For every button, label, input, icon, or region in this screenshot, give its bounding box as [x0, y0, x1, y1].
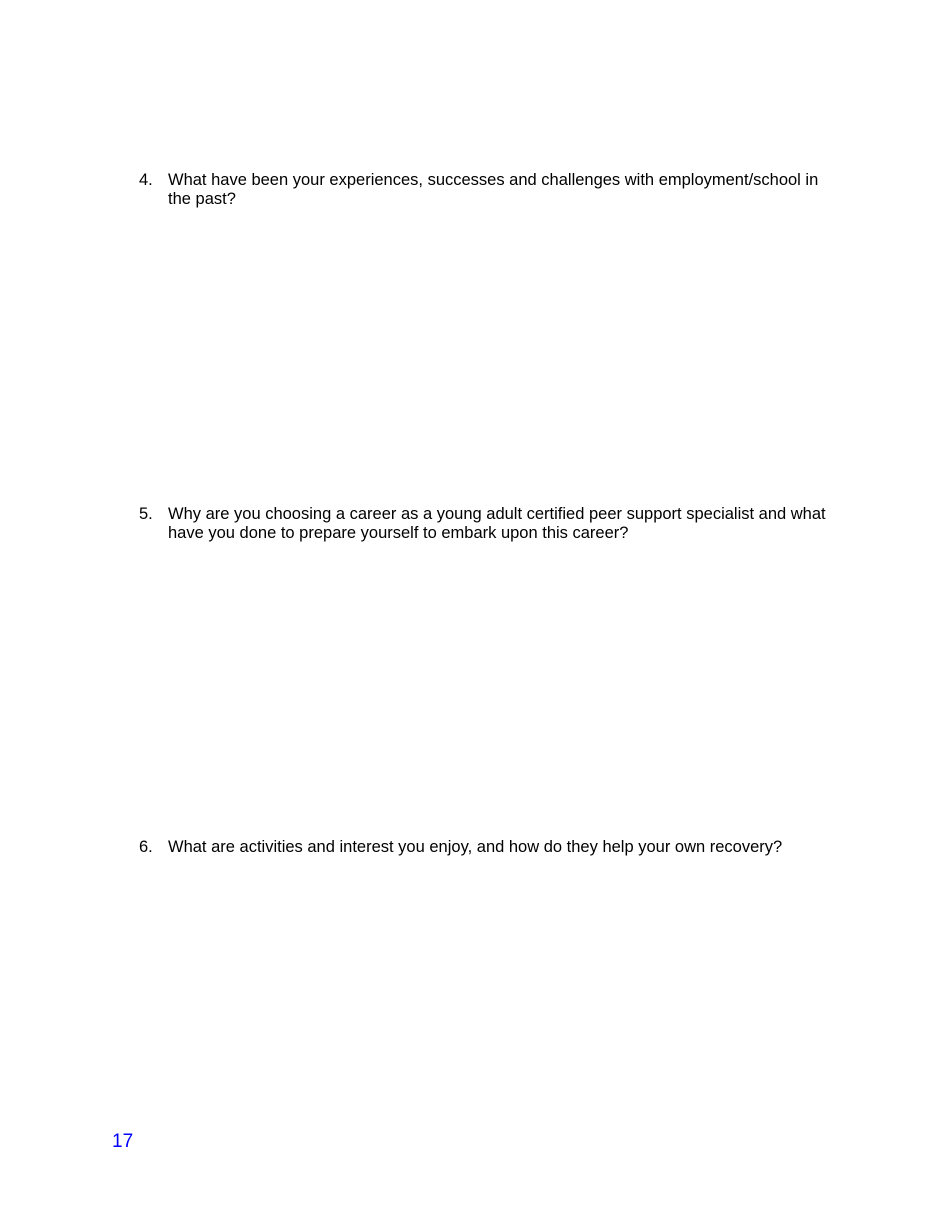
question-number: 5.	[139, 505, 153, 523]
question-text: What have been your experiences, successes and challenges with employment/school in the past?	[168, 171, 819, 208]
page-number: 17	[112, 1131, 134, 1152]
question-text: What are activities and interest you enjoy, and how do they help your own recovery?	[168, 838, 783, 856]
question-text: Why are you choosing a career as a young adult certified peer support specialist and what have you done to prepare yourself to embark upon this career?	[168, 505, 826, 542]
question-number: 4.	[139, 171, 153, 189]
question-5	[139, 505, 839, 543]
question-number: 6.	[139, 838, 153, 856]
question-4	[139, 171, 839, 209]
question-6	[139, 838, 839, 857]
